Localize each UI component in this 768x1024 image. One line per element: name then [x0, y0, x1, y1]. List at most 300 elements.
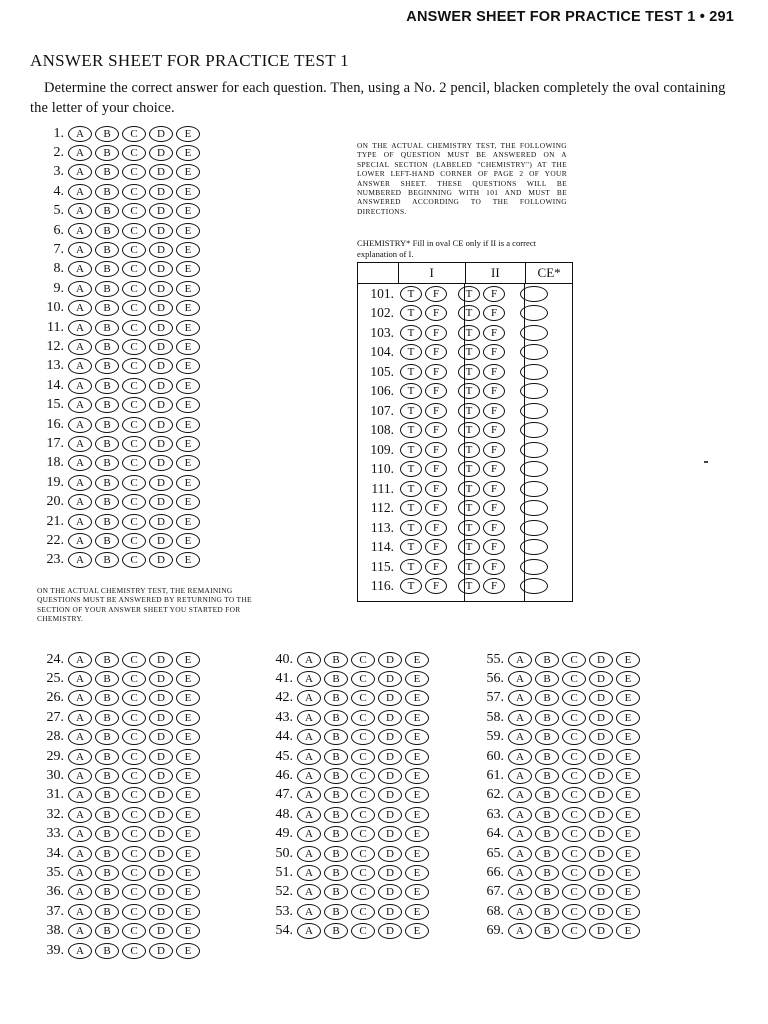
answer-bubble-a[interactable]: A: [68, 552, 92, 568]
answer-bubble-d[interactable]: D: [149, 242, 173, 258]
answer-bubble-a[interactable]: A: [297, 807, 321, 823]
answer-bubble-c[interactable]: C: [122, 455, 146, 471]
answer-bubble-b[interactable]: B: [324, 904, 348, 920]
answer-bubble-d[interactable]: D: [149, 300, 173, 316]
answer-bubble-e[interactable]: E: [405, 710, 429, 726]
answer-bubble-c[interactable]: C: [122, 514, 146, 530]
answer-bubble-c[interactable]: C: [122, 358, 146, 374]
answer-bubble-c[interactable]: C: [351, 826, 375, 842]
answer-bubble-b[interactable]: B: [95, 320, 119, 336]
answer-bubble-a[interactable]: A: [68, 300, 92, 316]
answer-bubble-c[interactable]: C: [562, 904, 586, 920]
ce-bubble[interactable]: [520, 364, 548, 380]
answer-bubble-d[interactable]: D: [149, 923, 173, 939]
answer-bubble-d[interactable]: D: [149, 904, 173, 920]
ce-bubble[interactable]: [520, 286, 548, 302]
answer-bubble-c[interactable]: C: [562, 787, 586, 803]
answer-bubble-e[interactable]: E: [176, 514, 200, 530]
statement-ii-false-bubble[interactable]: F: [483, 461, 505, 477]
statement-i-true-bubble[interactable]: T: [400, 461, 422, 477]
answer-bubble-c[interactable]: C: [351, 884, 375, 900]
answer-bubble-b[interactable]: B: [535, 923, 559, 939]
answer-bubble-e[interactable]: E: [176, 320, 200, 336]
answer-bubble-d[interactable]: D: [378, 787, 402, 803]
answer-bubble-b[interactable]: B: [535, 826, 559, 842]
answer-bubble-a[interactable]: A: [68, 923, 92, 939]
answer-bubble-b[interactable]: B: [95, 223, 119, 239]
answer-bubble-e[interactable]: E: [405, 787, 429, 803]
answer-bubble-d[interactable]: D: [589, 884, 613, 900]
answer-bubble-a[interactable]: A: [297, 826, 321, 842]
answer-bubble-d[interactable]: D: [149, 943, 173, 959]
answer-bubble-e[interactable]: E: [616, 749, 640, 765]
answer-bubble-d[interactable]: D: [149, 378, 173, 394]
answer-bubble-e[interactable]: E: [405, 904, 429, 920]
statement-i-false-bubble[interactable]: F: [425, 461, 447, 477]
answer-bubble-c[interactable]: C: [351, 671, 375, 687]
answer-bubble-d[interactable]: D: [149, 358, 173, 374]
answer-bubble-d[interactable]: D: [149, 514, 173, 530]
answer-bubble-a[interactable]: A: [68, 397, 92, 413]
statement-ii-false-bubble[interactable]: F: [483, 500, 505, 516]
statement-ii-false-bubble[interactable]: F: [483, 481, 505, 497]
answer-bubble-e[interactable]: E: [616, 923, 640, 939]
answer-bubble-d[interactable]: D: [378, 846, 402, 862]
answer-bubble-b[interactable]: B: [95, 923, 119, 939]
answer-bubble-b[interactable]: B: [95, 164, 119, 180]
answer-bubble-c[interactable]: C: [351, 846, 375, 862]
answer-bubble-b[interactable]: B: [95, 552, 119, 568]
statement-ii-false-bubble[interactable]: F: [483, 539, 505, 555]
answer-bubble-d[interactable]: D: [149, 223, 173, 239]
answer-bubble-c[interactable]: C: [122, 729, 146, 745]
answer-bubble-c[interactable]: C: [122, 261, 146, 277]
answer-bubble-a[interactable]: A: [68, 943, 92, 959]
answer-bubble-c[interactable]: C: [562, 652, 586, 668]
answer-bubble-c[interactable]: C: [122, 242, 146, 258]
answer-bubble-d[interactable]: D: [149, 164, 173, 180]
answer-bubble-b[interactable]: B: [95, 417, 119, 433]
answer-bubble-e[interactable]: E: [176, 281, 200, 297]
statement-i-true-bubble[interactable]: T: [400, 325, 422, 341]
answer-bubble-a[interactable]: A: [68, 126, 92, 142]
answer-bubble-c[interactable]: C: [122, 884, 146, 900]
answer-bubble-c[interactable]: C: [122, 826, 146, 842]
answer-bubble-e[interactable]: E: [616, 884, 640, 900]
answer-bubble-a[interactable]: A: [508, 826, 532, 842]
statement-ii-true-bubble[interactable]: T: [458, 481, 480, 497]
answer-bubble-e[interactable]: E: [176, 826, 200, 842]
answer-bubble-e[interactable]: E: [176, 300, 200, 316]
answer-bubble-c[interactable]: C: [122, 943, 146, 959]
answer-bubble-b[interactable]: B: [324, 652, 348, 668]
statement-ii-true-bubble[interactable]: T: [458, 539, 480, 555]
answer-bubble-a[interactable]: A: [68, 378, 92, 394]
answer-bubble-a[interactable]: A: [508, 652, 532, 668]
answer-bubble-c[interactable]: C: [122, 768, 146, 784]
answer-bubble-e[interactable]: E: [405, 749, 429, 765]
answer-bubble-c[interactable]: C: [562, 710, 586, 726]
answer-bubble-a[interactable]: A: [68, 184, 92, 200]
statement-i-true-bubble[interactable]: T: [400, 286, 422, 302]
answer-bubble-e[interactable]: E: [616, 787, 640, 803]
statement-ii-false-bubble[interactable]: F: [483, 442, 505, 458]
answer-bubble-a[interactable]: A: [508, 807, 532, 823]
answer-bubble-c[interactable]: C: [562, 923, 586, 939]
statement-ii-true-bubble[interactable]: T: [458, 500, 480, 516]
answer-bubble-a[interactable]: A: [297, 923, 321, 939]
answer-bubble-d[interactable]: D: [589, 749, 613, 765]
answer-bubble-d[interactable]: D: [378, 652, 402, 668]
answer-bubble-a[interactable]: A: [68, 436, 92, 452]
answer-bubble-c[interactable]: C: [122, 533, 146, 549]
answer-bubble-e[interactable]: E: [616, 807, 640, 823]
answer-bubble-a[interactable]: A: [297, 846, 321, 862]
answer-bubble-c[interactable]: C: [122, 397, 146, 413]
answer-bubble-b[interactable]: B: [324, 923, 348, 939]
answer-bubble-d[interactable]: D: [589, 690, 613, 706]
ce-bubble[interactable]: [520, 422, 548, 438]
statement-i-true-bubble[interactable]: T: [400, 344, 422, 360]
answer-bubble-a[interactable]: A: [508, 884, 532, 900]
ce-bubble[interactable]: [520, 442, 548, 458]
answer-bubble-d[interactable]: D: [149, 126, 173, 142]
answer-bubble-e[interactable]: E: [176, 552, 200, 568]
answer-bubble-c[interactable]: C: [351, 768, 375, 784]
answer-bubble-d[interactable]: D: [378, 768, 402, 784]
answer-bubble-b[interactable]: B: [95, 126, 119, 142]
answer-bubble-a[interactable]: A: [297, 690, 321, 706]
answer-bubble-d[interactable]: D: [378, 826, 402, 842]
answer-bubble-b[interactable]: B: [95, 710, 119, 726]
statement-i-true-bubble[interactable]: T: [400, 422, 422, 438]
answer-bubble-d[interactable]: D: [149, 787, 173, 803]
answer-bubble-a[interactable]: A: [508, 904, 532, 920]
answer-bubble-e[interactable]: E: [616, 652, 640, 668]
answer-bubble-b[interactable]: B: [324, 884, 348, 900]
answer-bubble-c[interactable]: C: [351, 690, 375, 706]
answer-bubble-c[interactable]: C: [122, 923, 146, 939]
answer-bubble-d[interactable]: D: [149, 865, 173, 881]
answer-bubble-b[interactable]: B: [95, 826, 119, 842]
answer-bubble-b[interactable]: B: [95, 807, 119, 823]
ce-bubble[interactable]: [520, 559, 548, 575]
answer-bubble-a[interactable]: A: [68, 223, 92, 239]
answer-bubble-d[interactable]: D: [149, 145, 173, 161]
answer-bubble-b[interactable]: B: [95, 690, 119, 706]
answer-bubble-a[interactable]: A: [508, 690, 532, 706]
answer-bubble-a[interactable]: A: [68, 261, 92, 277]
statement-i-true-bubble[interactable]: T: [400, 520, 422, 536]
answer-bubble-a[interactable]: A: [297, 671, 321, 687]
statement-i-false-bubble[interactable]: F: [425, 305, 447, 321]
answer-bubble-e[interactable]: E: [616, 846, 640, 862]
answer-bubble-a[interactable]: A: [68, 904, 92, 920]
answer-bubble-d[interactable]: D: [378, 710, 402, 726]
answer-bubble-d[interactable]: D: [149, 826, 173, 842]
ce-bubble[interactable]: [520, 500, 548, 516]
answer-bubble-e[interactable]: E: [176, 475, 200, 491]
statement-ii-false-bubble[interactable]: F: [483, 325, 505, 341]
answer-bubble-e[interactable]: E: [405, 826, 429, 842]
answer-bubble-d[interactable]: D: [378, 865, 402, 881]
answer-bubble-e[interactable]: E: [176, 494, 200, 510]
answer-bubble-d[interactable]: D: [149, 475, 173, 491]
answer-bubble-b[interactable]: B: [535, 690, 559, 706]
ce-bubble[interactable]: [520, 461, 548, 477]
answer-bubble-b[interactable]: B: [95, 671, 119, 687]
statement-ii-false-bubble[interactable]: F: [483, 344, 505, 360]
answer-bubble-c[interactable]: C: [351, 749, 375, 765]
answer-bubble-d[interactable]: D: [589, 652, 613, 668]
answer-bubble-e[interactable]: E: [176, 690, 200, 706]
answer-bubble-a[interactable]: A: [297, 652, 321, 668]
answer-bubble-c[interactable]: C: [122, 320, 146, 336]
answer-bubble-c[interactable]: C: [122, 184, 146, 200]
answer-bubble-e[interactable]: E: [176, 923, 200, 939]
answer-bubble-a[interactable]: A: [508, 787, 532, 803]
statement-i-true-bubble[interactable]: T: [400, 578, 422, 594]
answer-bubble-c[interactable]: C: [562, 729, 586, 745]
answer-bubble-d[interactable]: D: [378, 884, 402, 900]
answer-bubble-e[interactable]: E: [176, 749, 200, 765]
answer-bubble-d[interactable]: D: [378, 671, 402, 687]
answer-bubble-d[interactable]: D: [589, 671, 613, 687]
answer-bubble-d[interactable]: D: [589, 904, 613, 920]
answer-bubble-d[interactable]: D: [149, 807, 173, 823]
answer-bubble-e[interactable]: E: [176, 203, 200, 219]
answer-bubble-e[interactable]: E: [176, 164, 200, 180]
answer-bubble-a[interactable]: A: [508, 846, 532, 862]
answer-bubble-b[interactable]: B: [95, 436, 119, 452]
answer-bubble-c[interactable]: C: [562, 690, 586, 706]
answer-bubble-b[interactable]: B: [95, 455, 119, 471]
answer-bubble-c[interactable]: C: [122, 865, 146, 881]
answer-bubble-c[interactable]: C: [351, 904, 375, 920]
answer-bubble-a[interactable]: A: [68, 164, 92, 180]
answer-bubble-e[interactable]: E: [176, 417, 200, 433]
answer-bubble-d[interactable]: D: [149, 846, 173, 862]
answer-bubble-e[interactable]: E: [176, 455, 200, 471]
answer-bubble-e[interactable]: E: [176, 261, 200, 277]
statement-ii-true-bubble[interactable]: T: [458, 344, 480, 360]
answer-bubble-a[interactable]: A: [297, 884, 321, 900]
answer-bubble-e[interactable]: E: [405, 846, 429, 862]
answer-bubble-a[interactable]: A: [68, 358, 92, 374]
answer-bubble-d[interactable]: D: [149, 690, 173, 706]
answer-bubble-a[interactable]: A: [297, 787, 321, 803]
statement-i-false-bubble[interactable]: F: [425, 344, 447, 360]
answer-bubble-a[interactable]: A: [68, 787, 92, 803]
answer-bubble-b[interactable]: B: [95, 729, 119, 745]
answer-bubble-b[interactable]: B: [95, 514, 119, 530]
answer-bubble-c[interactable]: C: [122, 749, 146, 765]
answer-bubble-b[interactable]: B: [324, 729, 348, 745]
statement-ii-false-bubble[interactable]: F: [483, 578, 505, 594]
answer-bubble-a[interactable]: A: [68, 514, 92, 530]
answer-bubble-b[interactable]: B: [535, 846, 559, 862]
answer-bubble-c[interactable]: C: [351, 807, 375, 823]
answer-bubble-e[interactable]: E: [176, 729, 200, 745]
answer-bubble-d[interactable]: D: [589, 729, 613, 745]
answer-bubble-d[interactable]: D: [589, 826, 613, 842]
answer-bubble-d[interactable]: D: [149, 261, 173, 277]
answer-bubble-b[interactable]: B: [95, 533, 119, 549]
answer-bubble-c[interactable]: C: [562, 846, 586, 862]
answer-bubble-e[interactable]: E: [405, 807, 429, 823]
statement-ii-false-bubble[interactable]: F: [483, 403, 505, 419]
answer-bubble-e[interactable]: E: [405, 884, 429, 900]
answer-bubble-c[interactable]: C: [122, 710, 146, 726]
statement-i-false-bubble[interactable]: F: [425, 520, 447, 536]
answer-bubble-d[interactable]: D: [149, 184, 173, 200]
statement-i-true-bubble[interactable]: T: [400, 481, 422, 497]
answer-bubble-a[interactable]: A: [68, 455, 92, 471]
answer-bubble-c[interactable]: C: [122, 417, 146, 433]
answer-bubble-e[interactable]: E: [405, 652, 429, 668]
answer-bubble-d[interactable]: D: [149, 455, 173, 471]
answer-bubble-e[interactable]: E: [405, 923, 429, 939]
answer-bubble-c[interactable]: C: [122, 300, 146, 316]
answer-bubble-a[interactable]: A: [297, 768, 321, 784]
answer-bubble-b[interactable]: B: [95, 378, 119, 394]
answer-bubble-c[interactable]: C: [122, 475, 146, 491]
answer-bubble-b[interactable]: B: [535, 768, 559, 784]
answer-bubble-c[interactable]: C: [351, 710, 375, 726]
answer-bubble-b[interactable]: B: [535, 652, 559, 668]
answer-bubble-d[interactable]: D: [589, 807, 613, 823]
answer-bubble-e[interactable]: E: [176, 397, 200, 413]
answer-bubble-d[interactable]: D: [149, 436, 173, 452]
statement-ii-true-bubble[interactable]: T: [458, 325, 480, 341]
answer-bubble-c[interactable]: C: [122, 203, 146, 219]
answer-bubble-a[interactable]: A: [68, 729, 92, 745]
answer-bubble-d[interactable]: D: [378, 807, 402, 823]
answer-bubble-d[interactable]: D: [149, 729, 173, 745]
answer-bubble-a[interactable]: A: [68, 671, 92, 687]
answer-bubble-b[interactable]: B: [324, 846, 348, 862]
answer-bubble-e[interactable]: E: [176, 358, 200, 374]
answer-bubble-d[interactable]: D: [149, 671, 173, 687]
answer-bubble-b[interactable]: B: [535, 884, 559, 900]
answer-bubble-c[interactable]: C: [562, 807, 586, 823]
answer-bubble-e[interactable]: E: [616, 729, 640, 745]
answer-bubble-c[interactable]: C: [351, 787, 375, 803]
answer-bubble-a[interactable]: A: [68, 749, 92, 765]
answer-bubble-d[interactable]: D: [589, 710, 613, 726]
answer-bubble-c[interactable]: C: [122, 652, 146, 668]
answer-bubble-b[interactable]: B: [535, 865, 559, 881]
answer-bubble-e[interactable]: E: [176, 339, 200, 355]
statement-ii-true-bubble[interactable]: T: [458, 422, 480, 438]
answer-bubble-b[interactable]: B: [95, 475, 119, 491]
answer-bubble-e[interactable]: E: [176, 943, 200, 959]
answer-bubble-a[interactable]: A: [297, 904, 321, 920]
statement-ii-false-bubble[interactable]: F: [483, 383, 505, 399]
answer-bubble-b[interactable]: B: [95, 652, 119, 668]
answer-bubble-a[interactable]: A: [68, 320, 92, 336]
answer-bubble-e[interactable]: E: [616, 710, 640, 726]
answer-bubble-e[interactable]: E: [176, 846, 200, 862]
statement-i-true-bubble[interactable]: T: [400, 383, 422, 399]
statement-i-true-bubble[interactable]: T: [400, 364, 422, 380]
answer-bubble-a[interactable]: A: [508, 729, 532, 745]
answer-bubble-c[interactable]: C: [562, 749, 586, 765]
answer-bubble-c[interactable]: C: [122, 223, 146, 239]
answer-bubble-e[interactable]: E: [176, 652, 200, 668]
answer-bubble-b[interactable]: B: [95, 768, 119, 784]
answer-bubble-e[interactable]: E: [616, 865, 640, 881]
answer-bubble-a[interactable]: A: [68, 475, 92, 491]
answer-bubble-b[interactable]: B: [324, 671, 348, 687]
answer-bubble-e[interactable]: E: [616, 826, 640, 842]
statement-ii-true-bubble[interactable]: T: [458, 461, 480, 477]
statement-i-false-bubble[interactable]: F: [425, 364, 447, 380]
answer-bubble-b[interactable]: B: [95, 281, 119, 297]
answer-bubble-e[interactable]: E: [176, 904, 200, 920]
answer-bubble-a[interactable]: A: [508, 749, 532, 765]
answer-bubble-c[interactable]: C: [122, 671, 146, 687]
statement-ii-true-bubble[interactable]: T: [458, 286, 480, 302]
ce-bubble[interactable]: [520, 305, 548, 321]
answer-bubble-a[interactable]: A: [68, 710, 92, 726]
statement-i-true-bubble[interactable]: T: [400, 500, 422, 516]
ce-bubble[interactable]: [520, 520, 548, 536]
answer-bubble-c[interactable]: C: [122, 807, 146, 823]
statement-ii-true-bubble[interactable]: T: [458, 305, 480, 321]
answer-bubble-d[interactable]: D: [149, 884, 173, 900]
answer-bubble-c[interactable]: C: [562, 884, 586, 900]
answer-bubble-e[interactable]: E: [176, 865, 200, 881]
answer-bubble-c[interactable]: C: [351, 923, 375, 939]
answer-bubble-a[interactable]: A: [68, 826, 92, 842]
statement-i-true-bubble[interactable]: T: [400, 442, 422, 458]
answer-bubble-e[interactable]: E: [405, 671, 429, 687]
answer-bubble-d[interactable]: D: [149, 417, 173, 433]
answer-bubble-e[interactable]: E: [176, 533, 200, 549]
answer-bubble-b[interactable]: B: [95, 904, 119, 920]
answer-bubble-c[interactable]: C: [122, 494, 146, 510]
answer-bubble-b[interactable]: B: [95, 358, 119, 374]
statement-i-false-bubble[interactable]: F: [425, 422, 447, 438]
answer-bubble-a[interactable]: A: [508, 923, 532, 939]
answer-bubble-b[interactable]: B: [95, 145, 119, 161]
ce-bubble[interactable]: [520, 578, 548, 594]
answer-bubble-a[interactable]: A: [297, 749, 321, 765]
answer-bubble-a[interactable]: A: [68, 339, 92, 355]
statement-ii-true-bubble[interactable]: T: [458, 578, 480, 594]
ce-bubble[interactable]: [520, 325, 548, 341]
ce-bubble[interactable]: [520, 403, 548, 419]
answer-bubble-d[interactable]: D: [149, 652, 173, 668]
statement-i-false-bubble[interactable]: F: [425, 286, 447, 302]
statement-i-true-bubble[interactable]: T: [400, 305, 422, 321]
answer-bubble-b[interactable]: B: [535, 729, 559, 745]
answer-bubble-b[interactable]: B: [535, 710, 559, 726]
statement-ii-false-bubble[interactable]: F: [483, 559, 505, 575]
answer-bubble-d[interactable]: D: [149, 533, 173, 549]
answer-bubble-c[interactable]: C: [562, 671, 586, 687]
answer-bubble-d[interactable]: D: [378, 729, 402, 745]
statement-ii-false-bubble[interactable]: F: [483, 286, 505, 302]
answer-bubble-c[interactable]: C: [122, 552, 146, 568]
ce-bubble[interactable]: [520, 383, 548, 399]
answer-bubble-e[interactable]: E: [176, 787, 200, 803]
answer-bubble-c[interactable]: C: [122, 145, 146, 161]
statement-ii-false-bubble[interactable]: F: [483, 422, 505, 438]
answer-bubble-d[interactable]: D: [149, 552, 173, 568]
answer-bubble-d[interactable]: D: [149, 749, 173, 765]
